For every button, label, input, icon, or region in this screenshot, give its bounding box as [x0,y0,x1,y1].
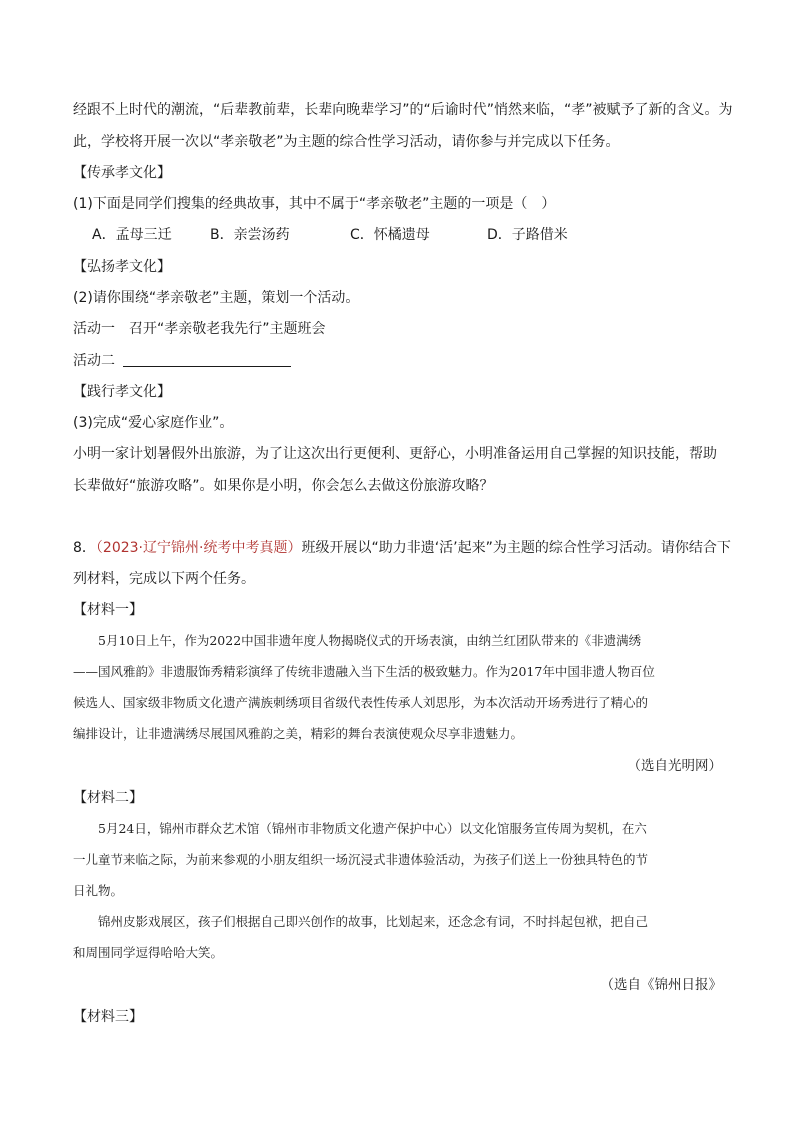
material-2-line-4: 锦州皮影戏展区，孩子们根据自己即兴创作的故事，比划起来，还念念有词，不时抖起包袱，把自己 [73,914,649,929]
option-d: D．子路借米 [487,227,568,243]
activity-2 [73,350,291,371]
material-2-source: （选自《锦州日报》 [600,977,722,993]
material-1-line-3: 候选人、国家级非物质文化遗产满族刺绣项目省级代表性传承人刘思彤，为本次活动开场秀进行了精心的 [73,695,649,710]
material-1-line-1: 5月10日上午，作为2022中国非遗年度人物揭晓仪式的开场表演，由纳兰红团队带来的《非遗满绣 [73,633,642,648]
question-8-source: （2023·辽宁锦州·统考中考真题） [95,540,302,556]
material-2-header: 【材料二】 [73,790,143,806]
activity-2-label: 活动二 [73,353,115,369]
section-header-inherit: 【传承孝文化】 [73,165,171,181]
material-3-header: 【材料三】 [73,1009,143,1025]
material-2-line-1: 5月24日，锦州市群众艺术馆（锦州市非物质文化遗产保护中心）以文化馆服务宣传周为契机，在六 [73,821,647,836]
question-3-text-1: 小明一家计划暑假外出旅游，为了让这次出行更便利、更舒心，小明准备运用自己掌握的知识技能，帮助 [73,446,717,462]
activity-1: 活动一 召开“孝亲敬老我先行”主题班会 [73,321,326,337]
material-2-line-3: 日礼物。 [73,883,124,898]
material-2-line-5: 和周围同学逗得哈哈大笑。 [73,945,224,960]
question-8-text: 班级开展以“助力非遗‘活’起来”为主题的综合性学习活动。请你结合下 [301,540,731,556]
question-1-options [92,225,652,245]
option-a: A．孟母三迁 [92,227,172,243]
material-1-line-2: ——国风雅韵》非遗服饰秀精彩演绎了传统非遗融入当下生活的极致魅力。作为2017年中国非遗人物百位 [73,664,655,679]
material-1-header: 【材料一】 [73,602,143,618]
question-8-line-2: 列材料，完成以下两个任务。 [73,571,255,587]
material-1-source: （选自光明网） [627,758,722,774]
material-1-line-4: 编排设计，让非遗满绣尽展国风雅韵之美，精彩的舞台表演使观众尽享非遗魅力。 [73,726,524,741]
option-b: B．亲尝汤药 [210,227,290,243]
intro-line-2: 此，学校将开展一次以“孝亲敬老”为主题的综合性学习活动，请你参与并完成以下任务。 [73,134,620,150]
question-2: (2)请你围绕“孝亲敬老”主题，策划一个活动。 [73,290,360,306]
intro-line-1: 经跟不上时代的潮流，“后辈教前辈，长辈向晚辈学习”的“后谕时代”悄然来临，“孝”被赋予了新的含义。为 [73,102,733,118]
section-header-promote: 【弘扬孝文化】 [73,259,171,275]
question-3-text-2: 长辈做好“旅游攻略”。如果你是小明，你会怎么去做这份旅游攻略？ [73,478,494,494]
question-8-number: 8． [73,540,96,556]
activity-2-answer-blank[interactable] [123,350,291,367]
material-2-line-2: 一儿童节来临之际，为前来参观的小朋友组织一场沉浸式非遗体验活动，为孩子们送上一份独具特色的节 [73,852,649,867]
question-1: (1)下面是同学们搜集的经典故事，其中不属于“孝亲敬老”主题的一项是（ ） [73,196,556,212]
question-8-line-1 [73,538,731,558]
question-3: (3)完成“爱心家庭作业”。 [73,415,234,431]
option-c: C．怀橘遗母 [350,227,430,243]
section-header-practice: 【践行孝文化】 [73,384,171,400]
